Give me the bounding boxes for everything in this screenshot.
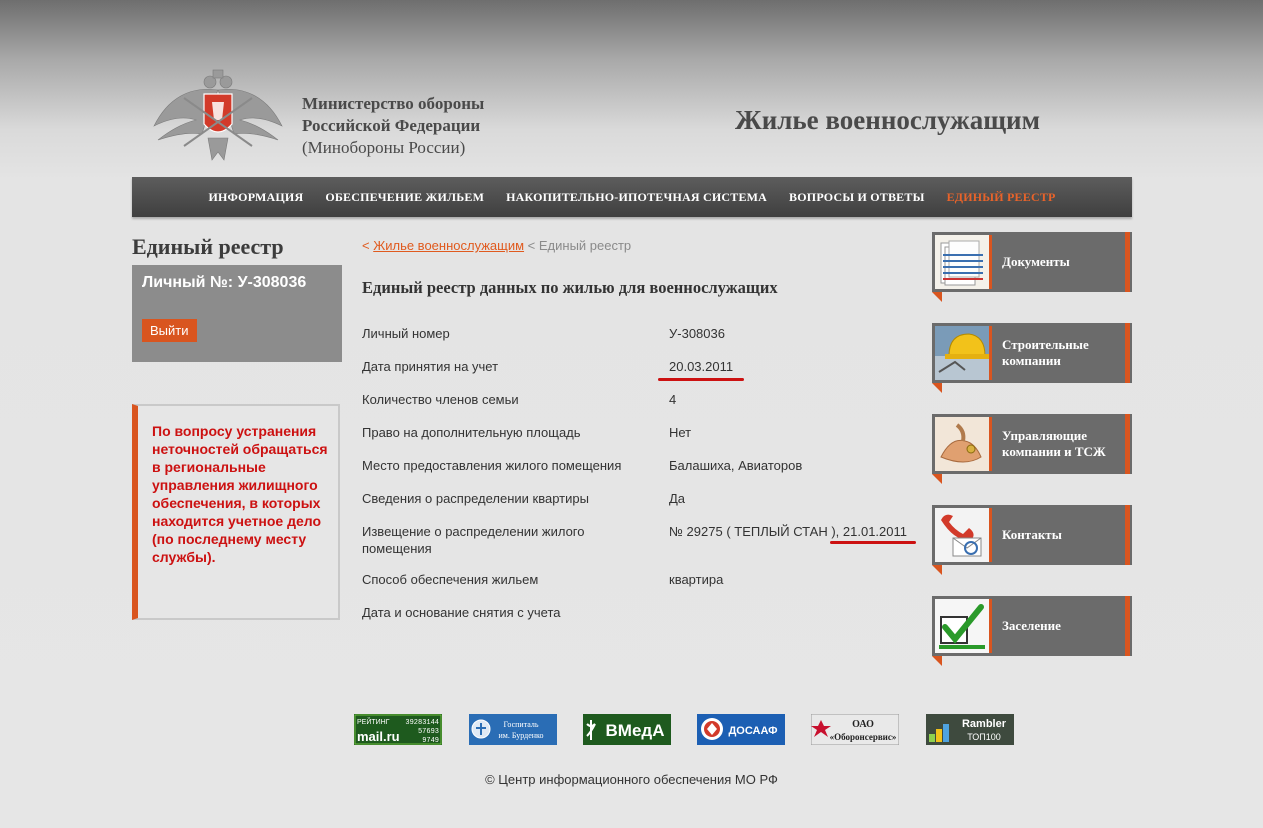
row-value: квартира (669, 572, 724, 587)
documents-icon (935, 235, 992, 289)
burdenko-line-2: им. Бурденко (498, 731, 544, 740)
menu-tile-contacts[interactable] (932, 505, 1132, 575)
eagle-emblem-icon[interactable] (150, 68, 286, 164)
sidebar-title: Единый реестр (132, 234, 284, 259)
menu-tile-settlement[interactable] (932, 596, 1132, 666)
oboronservis-line-2: «Оборонсервис» (829, 732, 897, 742)
oboronservis-badge[interactable] (811, 714, 899, 745)
row-label: Личный номер (362, 326, 450, 341)
personal-number: Личный №: У-308036 (142, 274, 307, 291)
row-value: Балашиха, Авиаторов (669, 458, 803, 473)
nav-item-faq[interactable]: ВОПРОСЫ И ОТВЕТЫ (789, 189, 925, 204)
breadcrumb-current: < Единый реестр (527, 238, 632, 253)
menu-tile-label: Контакты (1002, 527, 1062, 542)
construction-helmet-icon (935, 326, 992, 380)
menu-tile-label: Управляющие компании и ТСЖ (1002, 428, 1106, 459)
row-label: Сведения о распределении квартиры (362, 491, 589, 506)
nav-item-information[interactable]: ИНФОРМАЦИЯ (208, 189, 304, 204)
mailru-count-2: 57693 (417, 728, 439, 736)
rambler-top100-badge[interactable] (926, 714, 1014, 745)
burdenko-hospital-badge[interactable] (469, 714, 557, 745)
mailru-brand: mail.ru (357, 729, 400, 744)
row-label: Дата и основание снятия с учета (362, 605, 561, 620)
burdenko-line-1: Госпиталь (503, 720, 539, 729)
oboronservis-line-1: ОАО (852, 719, 874, 730)
vmeda-label: ВМедА (605, 721, 665, 740)
row-value: 4 (669, 392, 677, 407)
menu-tile-management-companies[interactable] (932, 414, 1132, 484)
nav-item-unified-registry[interactable]: ЕДИНЫЙ РЕЕСТР (946, 189, 1056, 204)
breadcrumb-separator: < (362, 238, 370, 253)
menu-tile-construction-companies[interactable] (932, 323, 1132, 393)
row-label: Способ обеспечения жильем (362, 572, 539, 587)
dosaaf-label: ДОСААФ (728, 725, 778, 737)
ministry-line-2: Российской Федерации (302, 116, 481, 135)
breadcrumb (362, 238, 922, 253)
phone-mail-icon (935, 508, 992, 562)
main-content (362, 238, 922, 620)
row-value: № 29275 ( ТЕПЛЫЙ СТАН ), 21.01.2011 (669, 524, 907, 539)
mailru-count-1: 39283144 (405, 719, 439, 727)
ministry-name (302, 93, 484, 159)
rambler-line-1: Rambler (961, 718, 1007, 730)
menu-tile-label: Строительные компании (1002, 337, 1089, 368)
notice-text: По вопросу устранения неточностей обращаться в региональные управления жилищного обеспечения, в которых находится учетное дело (по последнему месту службы). (152, 423, 328, 565)
site-title: Жилье военнослужащим (735, 105, 1041, 135)
row-label: Место предоставления жилого помещения (362, 458, 622, 473)
nav-item-housing[interactable]: ОБЕСПЕЧЕНИЕ ЖИЛЬЕМ (325, 189, 485, 204)
dosaaf-badge[interactable] (697, 714, 785, 745)
menu-tile-documents[interactable] (932, 232, 1132, 302)
left-sidebar (132, 233, 342, 565)
ministry-line-3: (Минобороны России) (302, 138, 466, 157)
row-label: Извещение о распределении жилого помещения (362, 524, 585, 556)
mailru-rating-badge[interactable] (354, 714, 442, 745)
menu-tile-label: Заселение (1002, 618, 1061, 633)
partner-badges (354, 714, 1014, 745)
footer-copyright: © Центр информационного обеспечения МО РФ (485, 772, 778, 787)
menu-tile-label: Документы (1002, 254, 1070, 269)
notice-box (132, 404, 340, 620)
logout-button[interactable]: Выйти (142, 319, 197, 342)
row-value: Нет (669, 425, 692, 440)
rambler-line-2: ТОП100 (967, 732, 1001, 742)
ministry-line-1: Министерство обороны (302, 94, 485, 113)
vmeda-badge[interactable] (583, 714, 671, 745)
nav-item-mortgage-system[interactable]: НАКОПИТЕЛЬНО-ИПОТЕЧНАЯ СИСТЕМА (506, 189, 768, 204)
hands-keys-icon (935, 417, 992, 471)
breadcrumb-link-housing[interactable]: Жилье военнослужащим (373, 238, 525, 253)
row-value: Да (669, 491, 686, 506)
user-box (132, 265, 342, 362)
main-nav (132, 177, 1132, 217)
row-label: Право на дополнительную площадь (362, 425, 581, 440)
mailru-count-3: 9749 (422, 737, 439, 745)
row-value: У-308036 (669, 326, 725, 341)
row-value: 20.03.2011 (669, 359, 734, 374)
mailru-title: РЕЙТИНГ (357, 719, 390, 726)
site-header (0, 0, 1263, 175)
row-label: Дата принятия на учет (362, 359, 499, 374)
page-title: Единый реестр данных по жилью для военнослужащих (362, 278, 778, 297)
red-underline (830, 541, 916, 544)
red-underline (658, 378, 744, 381)
row-label: Количество членов семьи (362, 392, 519, 407)
checkmark-icon (935, 599, 992, 653)
